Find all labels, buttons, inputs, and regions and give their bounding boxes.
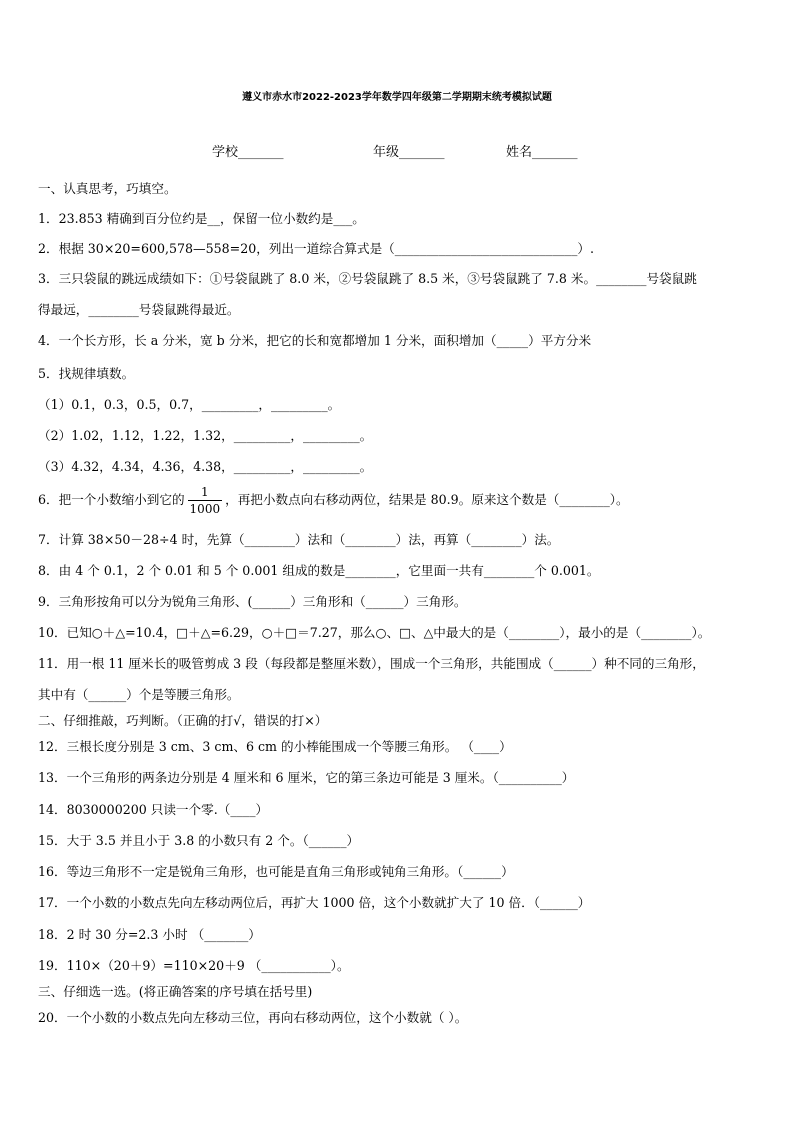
question-9: 9．三角形按角可以分为锐角三角形、(______）三角形和（______）三角形。 (38, 594, 467, 609)
question-2: 2．根据 30×20=600,578—558=20，列出一道综合算式是（_____________________________）. (38, 241, 594, 256)
question-11-line-1: 11．用一根 11 厘米长的吸管剪成 3 段（每段都是整厘米数），围成一个三角形，共能围成（______）种不同的三角形， (38, 656, 705, 671)
question-6-suffix: ，再把小数点向右移动两位，结果是 80.9。原来这个数是（________）。 (225, 492, 629, 507)
section-3-heading: 三、仔细选一选。(将正确答案的序号填在括号里) (38, 984, 313, 999)
question-10: 10．已知○＋△=10.4，□＋△=6.29，○＋□＝7.27，那么○、□、△中最大的是（________），最小的是（________）。 (38, 625, 711, 640)
question-5-part-3: （3）4.32，4.34，4.36，4.38，_________，_________。 (38, 459, 373, 474)
question-3-line-1: 3．三只袋鼠的跳远成绩如下：①号袋鼠跳了 8.0 米，②号袋鼠跳了 8.5 米，③号袋鼠跳了 7.8 米。________号袋鼠跳 (38, 271, 697, 286)
question-7: 7．计算 38×50－28÷4 时，先算（________）法和（________）法，再算（________）法。 (38, 532, 560, 547)
fraction (188, 486, 223, 515)
question-20: 20．一个小数的小数点先向左移动三位，再向右移动两位，这个小数就（ ）。 (38, 1010, 468, 1025)
section-1-heading: 一、认真思考，巧填空。 (38, 181, 177, 196)
question-19: 19．110×（20＋9）=110×20＋9 （___________）。 (38, 958, 350, 973)
grade-field: 年级_______ (373, 145, 445, 160)
question-17: 17．一个小数的小数点先向左移动两位后，再扩大 1000 倍，这个小数就扩大了 10 倍．（______） (38, 895, 591, 910)
question-1: 1．23.853 精确到百分位约是__，保留一位小数约是___。 (38, 211, 365, 226)
question-12: 12．三根长度分别是 3 cm、3 cm、6 cm 的小棒能围成一个等腰三角形。 （____） (38, 739, 512, 754)
question-14: 14．8030000200 只读一个零.（____） (38, 802, 269, 817)
page-title: 遵义市赤水市2022-2023学年数学四年级第二学期期末统考模拟试题 (242, 92, 552, 103)
question-5-part-2: （2）1.02，1.12，1.22，1.32，_________，_________。 (38, 428, 373, 443)
question-3-line-2: 得最远，________号袋鼠跳得最近。 (38, 302, 240, 317)
question-6 (38, 486, 629, 515)
fraction-numerator: 1 (188, 486, 223, 501)
name-field: 姓名_______ (506, 145, 578, 160)
question-16: 16．等边三角形不一定是锐角三角形，也可能是直角三角形或钝角三角形。（______） (38, 864, 514, 879)
question-5-part-1: （1）0.1，0.3，0.5，0.7，_________，_________。 (38, 397, 341, 412)
question-13: 13．一个三角形的两条边分别是 4 厘米和 6 厘米，它的第三条边可能是 3 厘米。（__________） (38, 770, 575, 785)
question-5: 5．找规律填数。 (38, 366, 135, 381)
question-18: 18．2 时 30 分=2.3 小时 （_______） (38, 927, 261, 942)
question-8: 8．由 4 个 0.1，2 个 0.01 和 5 个 0.001 组成的数是________，它里面一共有________个 0.001。 (38, 563, 600, 578)
fraction-denominator: 1000 (189, 502, 221, 516)
question-6-prefix: 6．把一个小数缩小到它的 (38, 492, 185, 507)
question-11-line-2: 其中有（______）个是等腰三角形。 (38, 687, 240, 702)
section-2-heading: 二、仔细推敲，巧判断。（正确的打√，错误的打×） (38, 713, 328, 728)
question-15: 15．大于 3.5 并且小于 3.8 的小数只有 2 个。（______） (38, 833, 360, 848)
question-4: 4．一个长方形，长 a 分米，宽 b 分米，把它的长和宽都增加 1 分米，面积增加（_____）平方分米 (38, 333, 592, 348)
school-field: 学校_______ (212, 145, 284, 160)
